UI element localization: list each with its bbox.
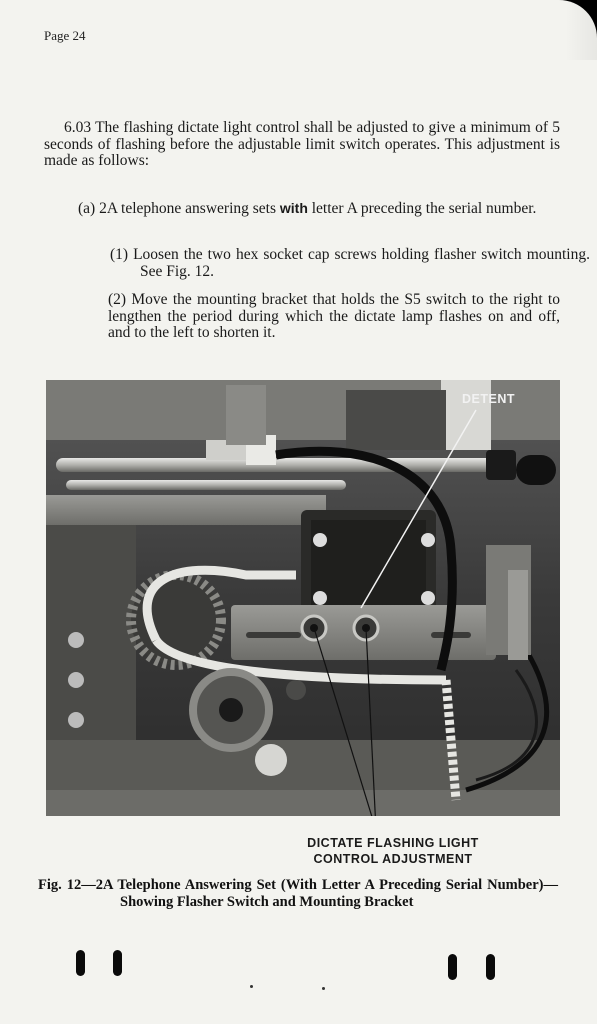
paragraph-a-bold: with bbox=[279, 200, 308, 216]
page-number: Page 24 bbox=[44, 28, 86, 43]
dictate-callout-line-1: DICTATE FLASHING LIGHT bbox=[307, 836, 479, 850]
paragraph-a-suffix: letter A preceding the serial number. bbox=[307, 200, 537, 217]
binder-hole bbox=[448, 954, 457, 980]
paper-speck bbox=[322, 987, 325, 990]
mechanism-photo bbox=[46, 380, 560, 816]
figure-caption: Fig. 12—2A Telephone Answering Set (With Letter A Preceding Serial Number)—Showing Flasher Switch and Mounting Bracket bbox=[38, 877, 558, 910]
mechanism-photo-drawing bbox=[46, 380, 560, 816]
paragraph-a bbox=[78, 200, 590, 218]
dictate-flashing-callout bbox=[288, 835, 498, 867]
detent-callout: DETENT bbox=[462, 392, 515, 406]
step-1: (1) Loosen the two hex socket cap screws holding flasher switch mounting. See Fig. 12. bbox=[110, 246, 590, 280]
step-2: (2) Move the mounting bracket that holds the S5 switch to the right to lengthen the period during which the dictate lamp flashes on and off, and to the left to shorten it. bbox=[108, 291, 560, 341]
paragraph-6-03: 6.03 The flashing dictate light control shall be adjusted to give a minimum of 5 seconds of flashing before the adjustable limit switch operates. This adjustment is made as follows: bbox=[44, 119, 560, 169]
binder-hole bbox=[113, 950, 122, 976]
binder-hole bbox=[76, 950, 85, 976]
binder-hole bbox=[486, 954, 495, 980]
dictate-callout-line-2: CONTROL ADJUSTMENT bbox=[313, 852, 473, 866]
paragraph-a-prefix: (a) 2A telephone answering sets bbox=[78, 200, 280, 217]
paper-speck bbox=[250, 985, 253, 988]
page-corner bbox=[565, 0, 597, 60]
